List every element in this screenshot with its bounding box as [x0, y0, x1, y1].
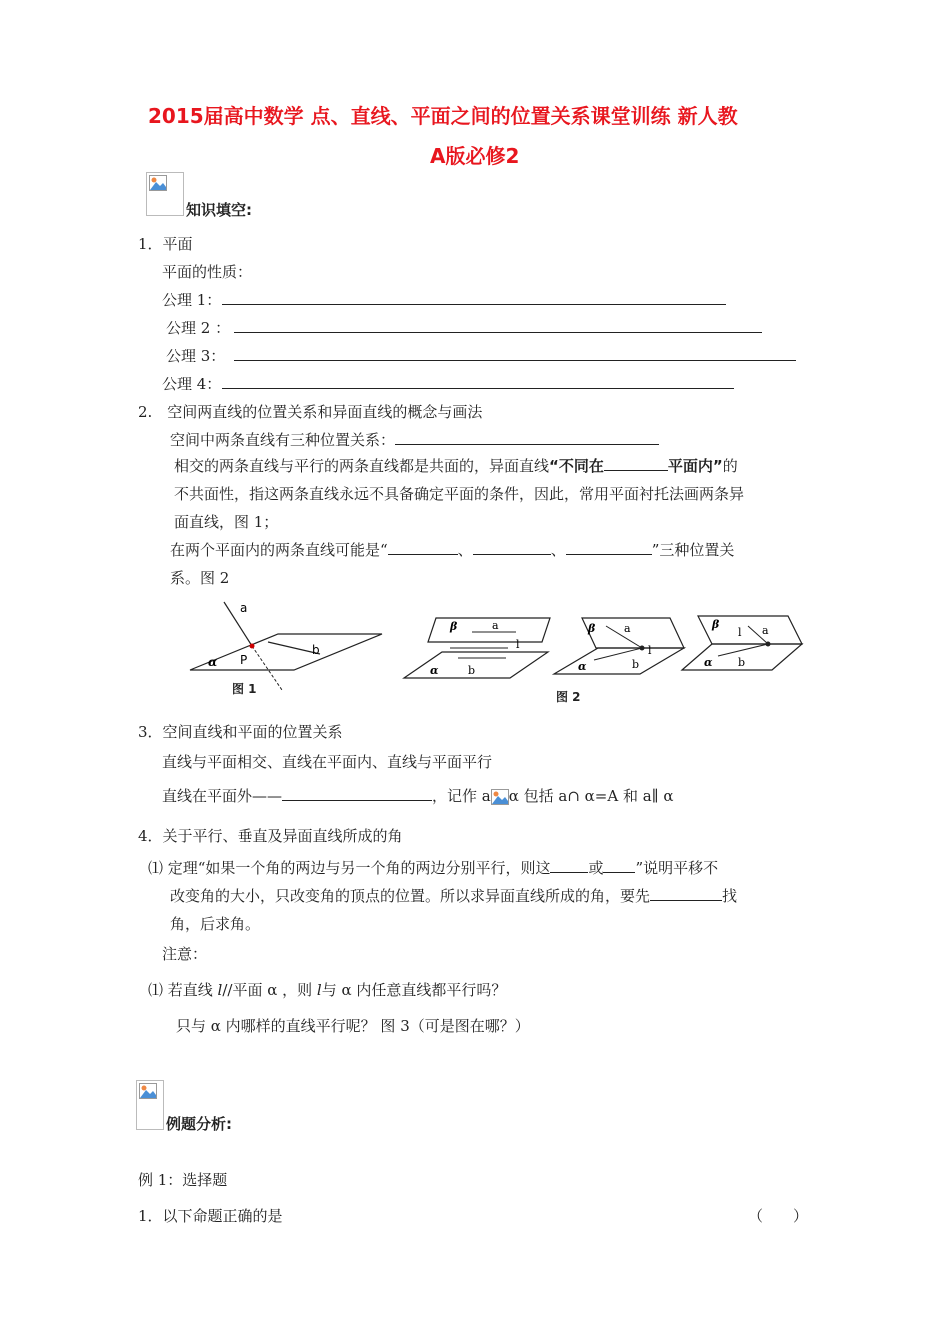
section-2-line2-end: 的	[722, 457, 738, 475]
label-b-panel2: b	[632, 658, 640, 671]
theorem-end: ”说明平移不	[635, 859, 719, 877]
section-2-line5-text: 在两个平面内的两条直线可能是“	[170, 541, 388, 559]
theorem-blank-2	[603, 858, 635, 873]
note-line-l: l	[217, 981, 223, 999]
section-2-line2	[174, 456, 738, 476]
not-subset-symbol-icon	[491, 789, 509, 805]
image-icon	[149, 175, 167, 191]
image-icon-2	[139, 1083, 157, 1099]
page-title-line1: 2015届高中数学 点、直线、平面之间的位置关系课堂训练 新人教	[148, 104, 738, 128]
figure-1	[186, 598, 386, 698]
section-4-line1	[148, 858, 718, 878]
section-4-line2	[170, 886, 737, 906]
figure-1-caption: 图 1	[232, 682, 257, 696]
figure-2-caption: 图 2	[556, 690, 581, 704]
not-in-same-plane-quote: “不同在	[549, 457, 604, 475]
label-a-panel1: a	[492, 619, 499, 632]
angle-method-text: 改变角的大小，只改变角的顶点的位置。所以求异面直线所成的角，要先	[170, 887, 651, 905]
section-2-line6: 系。图 2	[170, 569, 230, 587]
position-relation-blank	[395, 430, 659, 445]
plane-alpha-panel2	[554, 648, 684, 674]
separator-2: 、	[550, 541, 566, 559]
note-line1-end: 与 α 内任意直线都平行吗？	[321, 981, 507, 999]
angle-method-find: 找	[722, 887, 738, 905]
notation-cases: α 包括 a∩ α=A 和 a∥ α	[508, 787, 674, 805]
label-l-panel1: l	[516, 638, 520, 651]
theorem-blank-1	[550, 858, 588, 873]
broken-image-icon-2	[136, 1080, 164, 1130]
section-heading-examples: 例题分析:	[166, 1115, 232, 1133]
section-3-line2-text: 直线在平面外——	[162, 787, 283, 805]
theorem-or: 或	[588, 859, 604, 877]
relation-blank-1	[388, 540, 458, 555]
plane-inside-quote: 平面内”	[667, 457, 723, 475]
not-in-same-plane-blank	[604, 456, 668, 471]
section-4-title: 4．关于平行、垂直及异面直线所成的角	[138, 827, 403, 845]
plane-beta-panel1	[428, 618, 550, 642]
axiom-2-blank	[234, 332, 762, 333]
section-3-line1: 直线与平面相交、直线在平面内、直线与平面平行	[162, 753, 493, 771]
label-l-panel2: l	[648, 644, 652, 657]
note-line1-mid: //平面 α ，则	[222, 981, 317, 999]
line-a-fig1	[224, 602, 252, 646]
axiom-1-label: 公理 1：	[162, 291, 222, 309]
example-1-title: 例 1：选择题	[138, 1171, 228, 1189]
relation-blank-2	[473, 540, 551, 555]
note-line-l-2: l	[316, 981, 322, 999]
section-2-line4: 面直线，图 1；	[174, 513, 279, 531]
plane-properties: 平面的性质：	[162, 263, 253, 281]
label-beta-panel3: β	[712, 618, 720, 631]
line-b-panel3	[718, 644, 768, 656]
broken-image-icon	[146, 172, 184, 216]
section-3-title: 3．空间直线和平面的位置关系	[138, 723, 343, 741]
section-2-line1-text: 空间中两条直线有三种位置关系：	[170, 431, 396, 449]
section-3-line2	[162, 786, 674, 806]
separator-1: 、	[457, 541, 473, 559]
axiom-1-blank	[222, 304, 726, 305]
note-line1	[148, 980, 506, 1000]
section-2-title: 2. 空间两直线的位置关系和异面直线的概念与画法	[138, 403, 483, 421]
label-beta-panel1: β	[450, 620, 458, 633]
label-alpha-fig1: α	[208, 655, 218, 669]
label-beta-panel2: β	[588, 622, 596, 635]
section-2-line3: 不共面性，指这两条直线永远不具备确定平面的条件，因此，常用平面衬托法画两条异	[174, 485, 745, 503]
section-2-line1	[170, 430, 659, 450]
angle-method-blank	[650, 886, 722, 901]
page-title-line2: A版必修2	[430, 144, 520, 168]
label-p-fig1: P	[240, 653, 248, 667]
point-p-fig1	[250, 644, 255, 649]
notation-text: ，记作 a	[432, 787, 491, 805]
axiom-4-blank	[222, 388, 734, 389]
line-outside-plane-blank	[282, 786, 432, 801]
label-a-panel2: a	[624, 622, 631, 635]
section-1-title: 1．平面	[138, 235, 193, 253]
label-b-panel1: b	[468, 664, 476, 677]
question-1-answer-paren: （ ）	[748, 1207, 809, 1225]
section-heading-knowledge: 知识填空:	[186, 201, 252, 219]
section-2-line5-end: ”三种位置关	[651, 541, 735, 559]
plane-beta-panel2	[582, 618, 684, 648]
intersection-point-panel2	[640, 646, 645, 651]
note-line2: 只与 α 内哪样的直线平行呢？ 图 3（可是图在哪？）	[176, 1017, 530, 1035]
label-b-fig1: b	[312, 643, 320, 657]
question-1: 1．以下命题正确的是	[138, 1207, 283, 1225]
axiom-3-blank	[234, 360, 796, 361]
label-a-fig1: a	[240, 601, 248, 615]
label-alpha-panel1: α	[430, 664, 439, 677]
section-2-line2-text: 相交的两条直线与平行的两条直线都是共面的，异面直线	[174, 457, 550, 475]
label-a-panel3: a	[762, 624, 769, 637]
label-b-panel3: b	[738, 656, 746, 669]
plane-alpha-panel1	[404, 652, 548, 678]
axiom-2-label: 公理 2 ：	[166, 319, 231, 337]
relation-blank-3	[566, 540, 652, 555]
axiom-4-label: 公理 4：	[162, 375, 222, 393]
intersection-point-panel3	[766, 642, 771, 647]
label-l-panel3: l	[738, 626, 742, 639]
section-2-line5	[170, 540, 734, 560]
note-label: 注意：	[162, 945, 208, 963]
section-4-line3: 角，后求角。	[170, 915, 261, 933]
theorem-text: ⑴ 定理“如果一个角的两边与另一个角的两边分别平行，则这	[148, 859, 551, 877]
figure-2	[402, 612, 812, 684]
label-alpha-panel2: α	[578, 660, 587, 673]
axiom-3-label: 公理 3：	[166, 347, 226, 365]
label-alpha-panel3: α	[704, 656, 713, 669]
plane-alpha-fig1	[190, 634, 382, 670]
note-line1-start: ⑴ 若直线	[148, 981, 218, 999]
